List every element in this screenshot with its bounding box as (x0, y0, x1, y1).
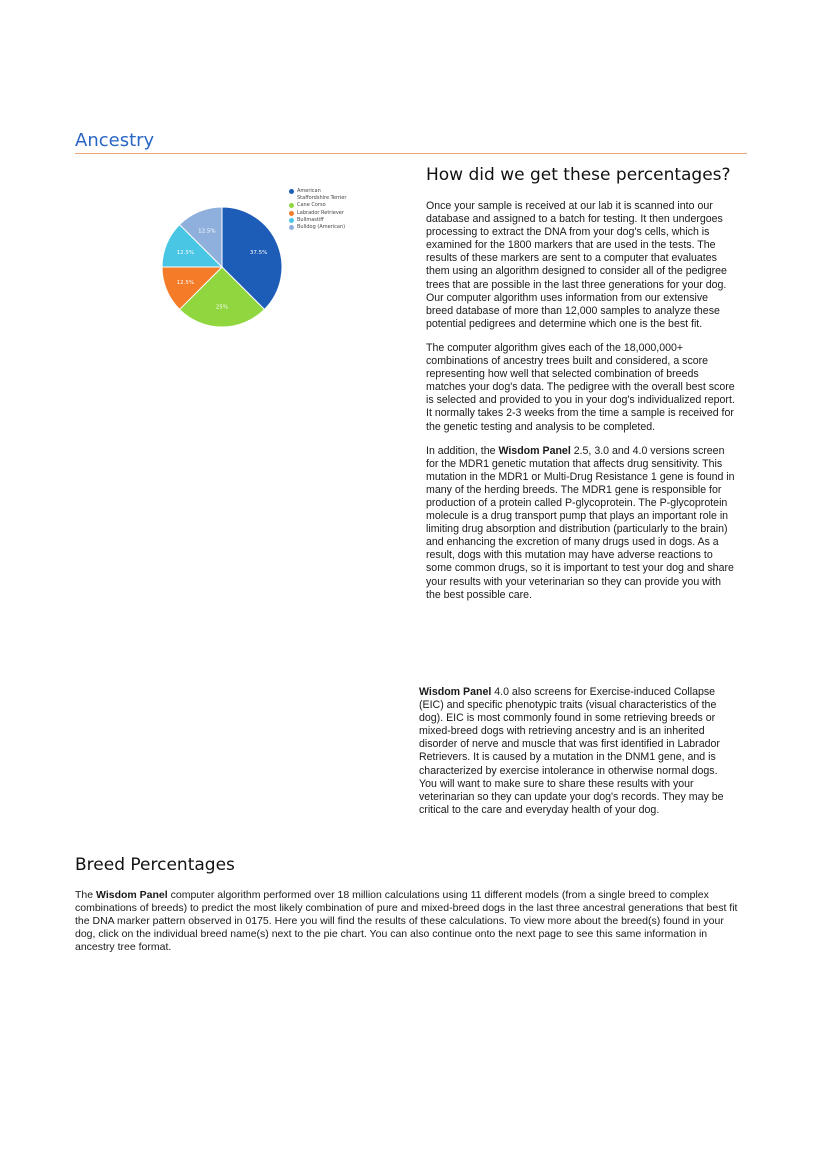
legend-label: Bulldog (American) (297, 224, 346, 231)
legend-label: Cane Corso (297, 202, 326, 209)
legend-swatch-icon (289, 189, 294, 194)
breed-intro: The (75, 889, 97, 901)
ancestry-heading: Ancestry (75, 130, 155, 151)
breed-percentages-heading: Breed Percentages (75, 855, 235, 875)
heading-divider (75, 153, 747, 154)
eic-paragraph (419, 686, 737, 817)
pie-chart-svg (158, 184, 288, 349)
how-paragraph-2: The computer algorithm gives each of the 18,000,000+ combinations of ancestry trees built and considered, a score representing how well that selected combination of breeds matches your dog's data. The pedigree with the overall best score is selected and provided to you in your dog's individualized report. It normally takes 2-3 weeks from the time a sample is received for the genetic testing and analysis to be completed. (426, 341, 735, 433)
how-heading: How did we get these percentages? (426, 165, 731, 185)
mdr1-text: 2.5, 3.0 and 4.0 versions screen for the MDR1 genetic mutation that affects drug sensitivity. This mutation in the MDR1 or Multi-Drug Resistance 1 gene is found in many of the herding breeds. The MDR1 gene is responsible for production of a protein called P-glycoprotein. The P-glycoprotein molecule is a drug transport pump that plays an important role in limiting drug absorption and distribution (particularly to the brain) and enhancing the excretion of many drugs used in dogs. As a result, dogs with this mutation may have adverse reactions to some common drugs, so it is important to test your dog and share your results with your veterinarian so they can provide you with the best possible care. (426, 444, 735, 601)
pie-slice-label-1: 25% (215, 304, 229, 311)
legend-swatch-icon (289, 211, 294, 216)
how-paragraph-1: Once your sample is received at our lab it is scanned into our database and assigned to a batch for testing. It then undergoes processing to extract the DNA from your dog's cells, which is examined for the 1800 markers that are used in the tests. The results of these markers are sent to a computer that evaluates them using an algorithm designed to consider all of the pedigree trees that are possible in the last three generations for your dog. Our computer algorithm uses information from our extensive breed database of more than 12,000 samples to analyze these potential pedigrees and determine which one is the best fit. (426, 200, 727, 330)
legend-swatch-icon (289, 225, 294, 230)
legend-swatch-icon (289, 203, 294, 208)
mdr1-intro: In addition, the (426, 444, 499, 457)
brand-name: Wisdom Panel (419, 686, 492, 698)
legend-swatch-icon (289, 218, 294, 223)
legend-label-line2: Staffordshire Terrier (297, 195, 347, 202)
legend-item-3[interactable] (289, 217, 346, 224)
ancestry-pie-chart (158, 184, 373, 349)
pie-slice-label-2: 12.5% (176, 280, 195, 287)
breed-percentages-paragraph (75, 889, 740, 954)
how-section (426, 165, 736, 613)
pie-slice-label-3: 12.5% (176, 249, 195, 256)
legend-label: American (297, 188, 321, 194)
pie-slice-label-4: 12.5% (198, 228, 216, 235)
legend-item-4[interactable] (289, 224, 346, 231)
brand-name: Wisdom Panel (498, 444, 571, 457)
legend-item-0[interactable] (289, 188, 346, 202)
brand-name: Wisdom Panel (96, 889, 168, 901)
legend-item-2[interactable] (289, 210, 346, 217)
breed-text: computer algorithm performed over 18 million calculations using 11 different models (from a single breed to complex combinations of breeds) to predict the most likely combination of pure and mixed-breed dogs in the last three ancestral generations that best fit the DNA marker pattern observed in 0175. Here you will find the results of these calculations. To view more about the breed(s) found in your dog, click on the individual breed name(s) next to the pie chart. You can also continue onto the next page to see this same information in ancestry tree format. (75, 889, 738, 954)
pie-slice-label-0: 37.5% (249, 249, 268, 256)
legend-label: Bullmastiff (297, 216, 324, 223)
eic-text: 4.0 also screens for Exercise-induced Collapse (EIC) and specific phenotypic traits (visual characteristics of the dog). EIC is most commonly found in some retrieving breeds or mixed-breed dogs with retrieving ancestry and is an inherited disorder of nerve and muscle that was first identified in Labrador Retrievers. It is caused by a mutation in the DNM1 gene, and is characterized by exercise intolerance in otherwise normal dogs. You will want to make sure to share these results with your veterinarian so they can update your dog's records. They may be critical to the care and everyday health of your dog. (419, 686, 724, 816)
pie-legend (289, 188, 346, 231)
how-paragraph-3 (426, 445, 736, 602)
legend-item-1[interactable] (289, 202, 346, 209)
legend-label: Labrador Retriever (297, 209, 344, 216)
